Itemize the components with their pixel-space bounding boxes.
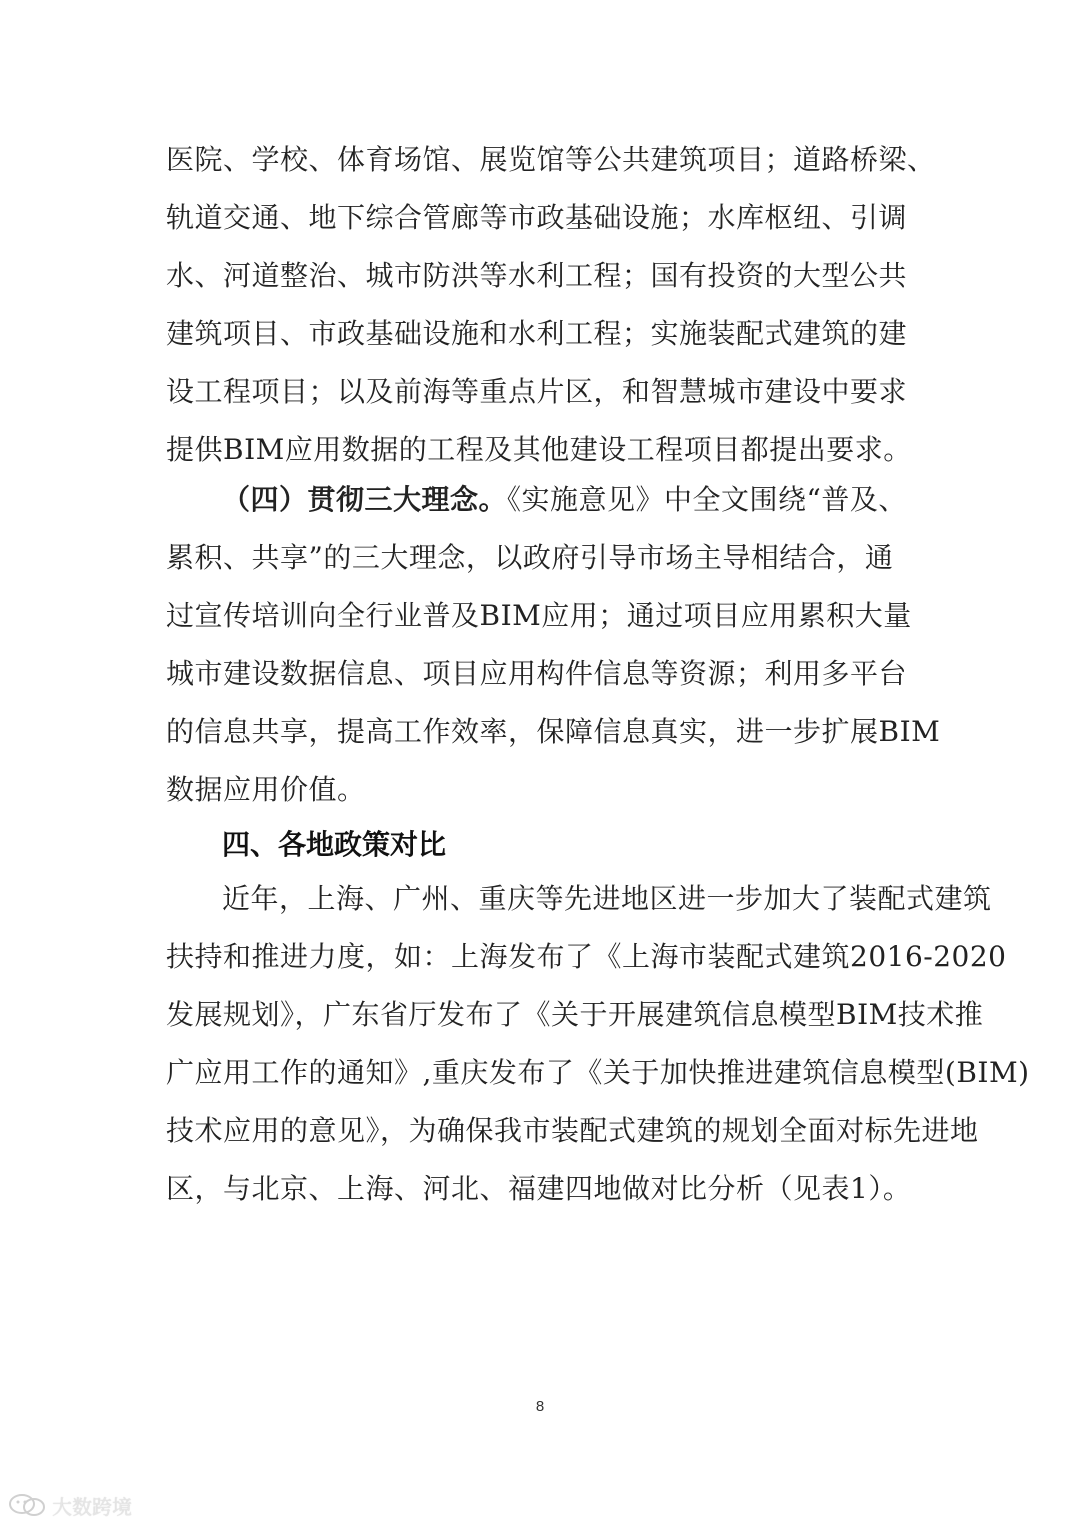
text-line: 设工程项目；以及前海等重点片区，和智慧城市建设中要求 (166, 375, 908, 408)
watermark (8, 1490, 132, 1520)
text-line: 区，与北京、上海、河北、福建四地做对比分析（见表1）。 (166, 1172, 912, 1205)
text-line: 扶持和推进力度，如：上海发布了《上海市装配式建筑2016-2020 (166, 940, 1007, 973)
text-line: 建筑项目、市政基础设施和水利工程；实施装配式建筑的建 (166, 317, 908, 350)
wechat-logo-icon (8, 1492, 48, 1518)
subsection-title: （四）贯彻三大理念。 (222, 483, 508, 516)
text-line: 的信息共享，提高工作效率，保障信息真实，进一步扩展BIM (166, 715, 941, 748)
page-number: 8 (535, 1398, 545, 1415)
text-run: 《实施意见》中全文围绕“普及、 (507, 483, 907, 516)
text-line: 广应用工作的通知》,重庆发布了《关于加快推进建筑信息模型(BIM) (166, 1056, 1030, 1089)
paragraph-three-concepts (166, 471, 941, 819)
watermark-text: 大数跨境 (52, 1494, 132, 1519)
text-line: 近年，上海、广州、重庆等先进地区进一步加大了装配式建筑 (222, 882, 992, 915)
text-line: 数据应用价值。 (166, 773, 366, 806)
text-line (166, 471, 922, 529)
text-line: 水、河道整治、城市防洪等水利工程；国有投资的大型公共 (166, 259, 908, 292)
text-line: 发展规划》，广东省厅发布了《关于开展建筑信息模型BIM技术推 (166, 998, 984, 1031)
text-line: 技术应用的意见》，为确保我市装配式建筑的规划全面对标先进地 (166, 1114, 979, 1147)
paragraph-policy-comparison (166, 870, 1030, 1218)
text-line: 轨道交通、地下综合管廊等市政基础设施；水库枢纽、引调 (166, 201, 908, 234)
paragraph-public-projects (166, 131, 936, 479)
text-line: 累积、共享”的三大理念，以政府引导市场主导相结合，通 (166, 541, 894, 574)
section-heading: 四、各地政策对比 (222, 828, 447, 861)
text-line: 过宣传培训向全行业普及BIM应用；通过项目应用累积大量 (166, 599, 912, 632)
text-line: 城市建设数据信息、项目应用构件信息等资源；利用多平台 (166, 657, 908, 690)
text-line: 医院、学校、体育场馆、展览馆等公共建筑项目；道路桥梁、 (166, 143, 936, 176)
text-line: 提供BIM应用数据的工程及其他建设工程项目都提出要求。 (166, 433, 912, 466)
